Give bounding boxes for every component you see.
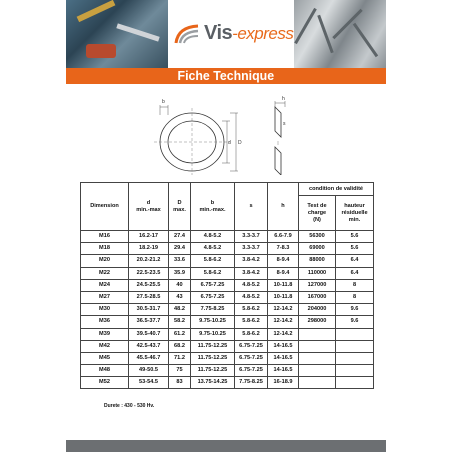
dimension-cell: M30 xyxy=(81,304,129,316)
table-cell: 5.6 xyxy=(336,243,374,255)
col-header: Test de charge (N) xyxy=(299,196,336,231)
table-cell xyxy=(336,352,374,364)
table-cell xyxy=(299,352,336,364)
table-cell: 61.2 xyxy=(169,328,191,340)
spring-washer-drawing xyxy=(150,95,310,175)
table-cell: 20.2-21.2 xyxy=(129,255,169,267)
table-cell: 27.5-28.5 xyxy=(129,291,169,303)
table-row xyxy=(81,304,374,316)
table-cell xyxy=(336,377,374,389)
table-cell: 68.2 xyxy=(169,340,191,352)
dim-b-label: b xyxy=(162,99,165,105)
table-cell xyxy=(336,365,374,377)
table-cell: 11.75-12.25 xyxy=(191,365,235,377)
table-cell xyxy=(299,377,336,389)
brand-name: Vis-express xyxy=(204,22,294,44)
table-cell: 14-16.5 xyxy=(268,352,299,364)
table-cell xyxy=(299,340,336,352)
dimension-cell: M18 xyxy=(81,243,129,255)
col-header: Dimension xyxy=(81,183,129,231)
table-row xyxy=(81,316,374,328)
table-cell: 33.6 xyxy=(169,255,191,267)
table-row xyxy=(81,267,374,279)
table-cell: 3.3-3.7 xyxy=(235,231,268,243)
table-cell: 12-14.2 xyxy=(268,328,299,340)
screws-photo xyxy=(294,0,386,68)
table-cell xyxy=(299,328,336,340)
dimension-cell: M45 xyxy=(81,352,129,364)
table-cell: 9.75-10.25 xyxy=(191,328,235,340)
table-cell: 110000 xyxy=(299,267,336,279)
table-cell: 4.8-5.2 xyxy=(191,243,235,255)
table-cell: 75 xyxy=(169,365,191,377)
col-header: hauteur résiduelle min. xyxy=(336,196,374,231)
dimension-cell: M20 xyxy=(81,255,129,267)
table-cell: 3.3-3.7 xyxy=(235,243,268,255)
table-cell: 9.6 xyxy=(336,316,374,328)
table-cell: 48.2 xyxy=(169,304,191,316)
group-header: condition de validité xyxy=(299,183,374,196)
table-row xyxy=(81,279,374,291)
table-cell: 5.6 xyxy=(336,231,374,243)
table-cell: 27.4 xyxy=(169,231,191,243)
dimension-cell: M36 xyxy=(81,316,129,328)
table-cell xyxy=(299,365,336,377)
table-cell: 8-9.4 xyxy=(268,255,299,267)
table-cell: 6.75-7.25 xyxy=(235,352,268,364)
header-banner xyxy=(66,0,386,68)
table-cell: 10-11.8 xyxy=(268,291,299,303)
table-cell: 11.75-12.25 xyxy=(191,340,235,352)
dimension-cell: M48 xyxy=(81,365,129,377)
table-cell: 12-14.2 xyxy=(268,316,299,328)
table-cell: 69000 xyxy=(299,243,336,255)
dim-D-label: D xyxy=(238,140,242,146)
table-cell: 6.75-7.25 xyxy=(191,291,235,303)
col-header: s xyxy=(235,183,268,231)
table-cell xyxy=(336,328,374,340)
table-row xyxy=(81,377,374,389)
table-cell: 4.8-5.2 xyxy=(235,279,268,291)
dimension-cell: M42 xyxy=(81,340,129,352)
swoosh-icon xyxy=(174,23,200,45)
table-cell: 12-14.2 xyxy=(268,304,299,316)
table-row xyxy=(81,291,374,303)
table-row xyxy=(81,365,374,377)
col-header: d min.-max xyxy=(129,183,169,231)
dimension-cell: M27 xyxy=(81,291,129,303)
table-cell: 6.4 xyxy=(336,267,374,279)
dimension-cell: M16 xyxy=(81,231,129,243)
table-cell: 9.6 xyxy=(336,304,374,316)
table-cell: 39.5-40.7 xyxy=(129,328,169,340)
table-cell: 83 xyxy=(169,377,191,389)
table-cell: 45.5-46.7 xyxy=(129,352,169,364)
table-cell: 30.5-31.7 xyxy=(129,304,169,316)
table-row xyxy=(81,231,374,243)
table-cell: 53-54.5 xyxy=(129,377,169,389)
table-cell: 6.75-7.25 xyxy=(235,365,268,377)
table-cell: 11.75-12.25 xyxy=(191,352,235,364)
dim-d-label: d xyxy=(228,140,231,146)
table-cell: 36.5-37.7 xyxy=(129,316,169,328)
dim-s-label: s xyxy=(283,121,286,127)
table-cell: 8 xyxy=(336,291,374,303)
col-header: h xyxy=(268,183,299,231)
table-cell: 49-50.5 xyxy=(129,365,169,377)
table-cell: 14-16.5 xyxy=(268,365,299,377)
table-cell: 71.2 xyxy=(169,352,191,364)
table-cell: 24.5-25.5 xyxy=(129,279,169,291)
table-cell: 6.4 xyxy=(336,255,374,267)
table-cell: 9.75-10.25 xyxy=(191,316,235,328)
table-row xyxy=(81,243,374,255)
table-cell: 42.5-43.7 xyxy=(129,340,169,352)
table-cell xyxy=(336,340,374,352)
table-cell: 16-18.9 xyxy=(268,377,299,389)
table-cell: 88000 xyxy=(299,255,336,267)
col-header: b min.-max. xyxy=(191,183,235,231)
table-cell: 6.75-7.25 xyxy=(191,279,235,291)
table-row xyxy=(81,340,374,352)
table-cell: 43 xyxy=(169,291,191,303)
table-cell: 58.2 xyxy=(169,316,191,328)
table-cell: 5.8-6.2 xyxy=(235,328,268,340)
table-cell: 7-8.3 xyxy=(268,243,299,255)
footer-bar xyxy=(66,440,386,452)
col-header: D max. xyxy=(169,183,191,231)
table-row xyxy=(81,255,374,267)
table-cell: 298000 xyxy=(299,316,336,328)
table-cell: 14-16.5 xyxy=(268,340,299,352)
table-cell: 5.8-6.2 xyxy=(191,267,235,279)
table-cell: 8 xyxy=(336,279,374,291)
table-cell: 8-9.4 xyxy=(268,267,299,279)
table-row xyxy=(81,352,374,364)
table-cell: 13.75-14.25 xyxy=(191,377,235,389)
dimension-table xyxy=(80,182,374,389)
brand-logo xyxy=(174,22,293,45)
table-cell: 5.8-6.2 xyxy=(235,304,268,316)
dim-h-label: h xyxy=(282,96,285,102)
table-cell: 16.2-17 xyxy=(129,231,169,243)
table-cell: 5.8-6.2 xyxy=(235,316,268,328)
table-cell: 40 xyxy=(169,279,191,291)
tools-photo xyxy=(66,0,168,68)
dimension-cell: M52 xyxy=(81,377,129,389)
table-cell: 6.6-7.9 xyxy=(268,231,299,243)
table-cell: 29.4 xyxy=(169,243,191,255)
table-cell: 22.5-23.5 xyxy=(129,267,169,279)
table-cell: 7.75-8.25 xyxy=(191,304,235,316)
dimension-cell: M22 xyxy=(81,267,129,279)
table-cell: 56300 xyxy=(299,231,336,243)
table-cell: 5.8-6.2 xyxy=(191,255,235,267)
table-cell: 18.2-19 xyxy=(129,243,169,255)
table-cell: 3.8-4.2 xyxy=(235,267,268,279)
table-cell: 127000 xyxy=(299,279,336,291)
table-cell: 35.9 xyxy=(169,267,191,279)
table-cell: 10-11.8 xyxy=(268,279,299,291)
table-cell: 4.8-5.2 xyxy=(191,231,235,243)
table-cell: 6.75-7.25 xyxy=(235,340,268,352)
table-cell: 204000 xyxy=(299,304,336,316)
table-cell: 4.8-5.2 xyxy=(235,291,268,303)
table-cell: 7.75-8.25 xyxy=(235,377,268,389)
page-title: Fiche Technique xyxy=(66,68,386,84)
hardness-note: Durete : 430 - 530 Hv. xyxy=(104,403,155,409)
table-row xyxy=(81,328,374,340)
dimension-cell: M24 xyxy=(81,279,129,291)
table-cell: 167000 xyxy=(299,291,336,303)
table-group-header-row xyxy=(81,183,374,196)
dimension-cell: M39 xyxy=(81,328,129,340)
table-cell: 3.8-4.2 xyxy=(235,255,268,267)
